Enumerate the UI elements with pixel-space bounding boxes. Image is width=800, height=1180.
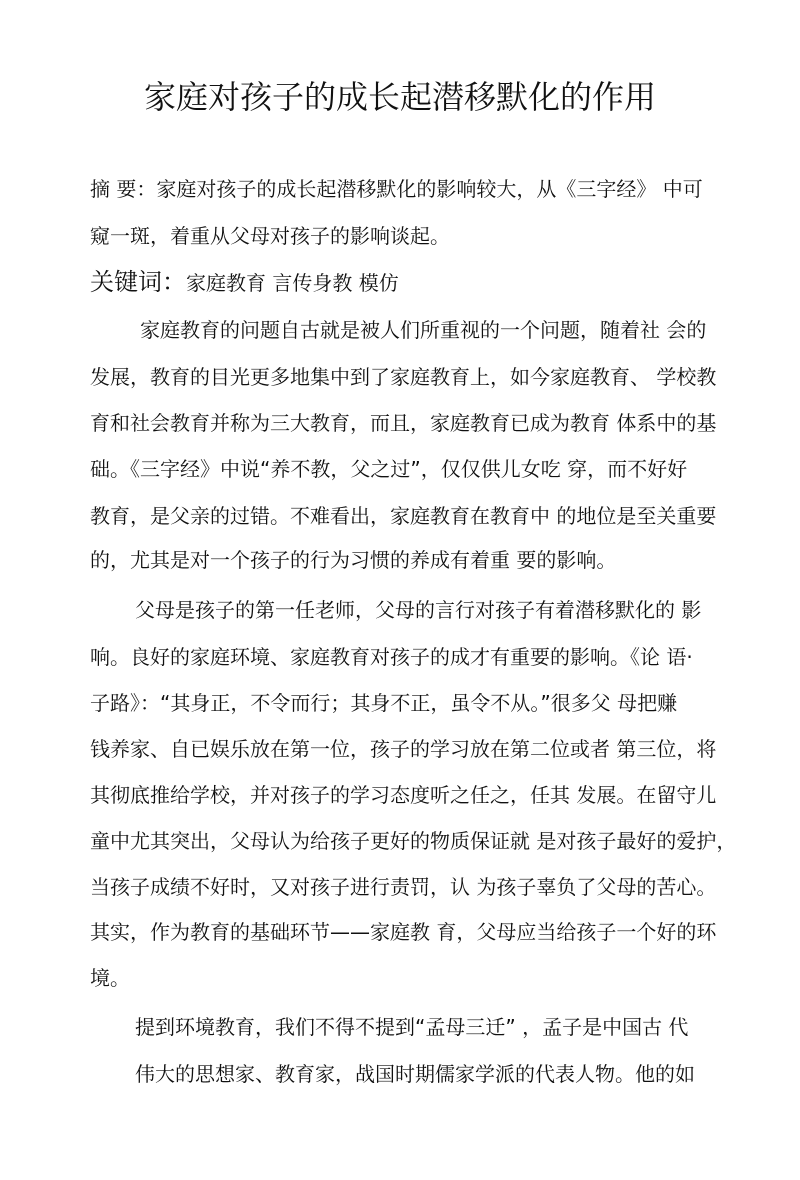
paragraph-2-line-3: 子路》：“其身正，不令而行；其身不正，虽令不从。”很多父 母把赚 <box>90 691 678 715</box>
paragraph-2-line-9: 境。 <box>90 966 130 990</box>
keywords-value: 家庭教育 言传身教 模仿 <box>186 271 399 295</box>
paragraph-1-line-3: 育和社会教育并称为三大教育，而且，家庭教育已成为教育 体系中的基 <box>90 411 717 435</box>
paragraph-3-line-1: 提到环境教育，我们不得不提到“孟母三迁” ，孟子是中国古 代 <box>135 1015 689 1039</box>
paragraph-2-line-5: 其彻底推给学校，并对孩子的学习态度听之任之，任其 发展。在留守儿 <box>90 783 717 807</box>
document-title: 家庭对孩子的成长起潜移默化的作用 <box>143 78 656 116</box>
keywords-line <box>90 268 730 297</box>
abstract-line-1: 摘 要：家庭对孩子的成长起潜移默化的影响较大，从《三字经》 中可 <box>90 177 703 201</box>
paragraph-2-line-7: 当孩子成绩不好时，又对孩子进行责罚，认 为孩子辜负了父母的苦心。 <box>90 875 717 899</box>
keywords-label: 关键词： <box>90 268 186 296</box>
paragraph-1-line-4: 础。《三字经》中说“养不教，父之过”，仅仅供儿女吃 穿，而不好好 <box>90 457 688 481</box>
paragraph-2-line-4: 钱养家、自已娱乐放在第一位，孩子的学习放在第二位或者 第三位，将 <box>90 737 717 761</box>
paragraph-2-line-8: 其实，作为教育的基础环节——家庭教 育，父母应当给孩子一个好的环 <box>90 920 717 944</box>
abstract-line-2: 窥一斑，着重从父母对孩子的影响谈起。 <box>90 224 450 248</box>
paragraph-3-line-2: 伟大的思想家、教育家，战国时期儒家学派的代表人物。他的如 <box>135 1062 695 1086</box>
paragraph-1-line-6: 的，尤其是对一个孩子的行为习惯的养成有着重 要的影响。 <box>90 548 617 572</box>
paragraph-2-line-2: 响。良好的家庭环境、家庭教育对孩子的成才有重要的影响。《论 语· <box>90 645 693 669</box>
paragraph-1-line-1: 家庭教育的问题自古就是被人们所重视的一个问题，随着社 会的 <box>140 318 707 342</box>
paragraph-2-line-6: 童中尤其突出，父母认为给孩子更好的物质保证就 是对孩子最好的爱护， <box>90 829 737 853</box>
paragraph-1-line-2: 发展，教育的目光更多地集中到了家庭教育上，如今家庭教育、 学校教 <box>90 365 717 389</box>
paragraph-2-line-1: 父母是孩子的第一任老师，父母的言行对孩子有着潜移默化的 影 <box>135 598 702 622</box>
paragraph-1-line-5: 教育，是父亲的过错。不难看出，家庭教育在教育中 的地位是至关重要 <box>90 504 717 528</box>
